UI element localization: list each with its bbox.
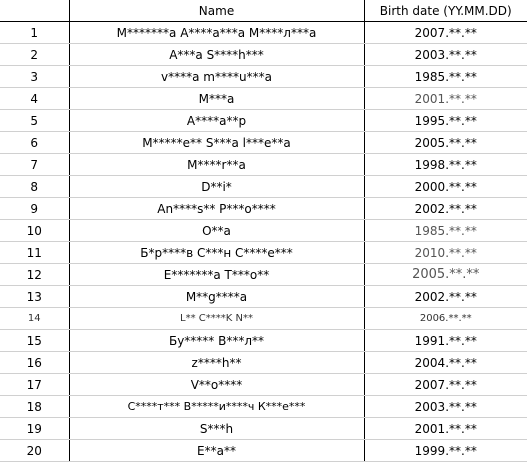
row-number: 6 (0, 132, 69, 154)
row-name: L** C****K N** (69, 308, 364, 330)
table-row (0, 132, 527, 154)
row-name: An****s** P***o**** (69, 198, 364, 220)
header-birth-date: Birth date (YY.MM.DD) (364, 0, 527, 22)
row-number: 17 (0, 374, 69, 396)
table-row (0, 352, 527, 374)
row-birth-date: 2007.**.** (364, 374, 527, 396)
header-name: Name (69, 0, 364, 22)
row-birth-date: 2007.**.** (364, 22, 527, 44)
row-birth-date: 2005.**.** (364, 264, 527, 286)
row-birth-date: 2000.**.** (364, 176, 527, 198)
table-row (0, 374, 527, 396)
table-row (0, 286, 527, 308)
row-name: M*******a A****a***a M****л***a (69, 22, 364, 44)
row-number: 11 (0, 242, 69, 264)
row-number: 10 (0, 220, 69, 242)
table-row (0, 440, 527, 462)
row-birth-date: 1995.**.** (364, 110, 527, 132)
row-birth-date: 2006.**.** (364, 308, 527, 330)
row-name: Бу***** В***л** (69, 330, 364, 352)
row-number: 9 (0, 198, 69, 220)
row-birth-date: 2003.**.** (364, 396, 527, 418)
row-number: 7 (0, 154, 69, 176)
row-birth-date: 2002.**.** (364, 198, 527, 220)
row-birth-date: 2010.**.** (364, 242, 527, 264)
table-row (0, 88, 527, 110)
row-birth-date: 2004.**.** (364, 352, 527, 374)
row-number: 19 (0, 418, 69, 440)
row-number: 5 (0, 110, 69, 132)
row-number: 3 (0, 66, 69, 88)
table-row (0, 242, 527, 264)
row-number: 12 (0, 264, 69, 286)
row-name: M**g****a (69, 286, 364, 308)
row-number: 20 (0, 440, 69, 462)
row-name: z****h** (69, 352, 364, 374)
row-name: v****a m****u***a (69, 66, 364, 88)
table-row (0, 308, 527, 330)
row-name: M****r**a (69, 154, 364, 176)
table-row (0, 66, 527, 88)
table-row (0, 154, 527, 176)
row-name: D**i* (69, 176, 364, 198)
row-number: 2 (0, 44, 69, 66)
row-birth-date: 2001.**.** (364, 88, 527, 110)
row-name: С****т*** В*****и****ч К***е*** (69, 396, 364, 418)
table-row (0, 176, 527, 198)
row-birth-date: 2002.**.** (364, 286, 527, 308)
table-header-row (0, 0, 527, 22)
row-birth-date: 1985.**.** (364, 66, 527, 88)
table-row (0, 110, 527, 132)
table-row (0, 198, 527, 220)
row-birth-date: 1991.**.** (364, 330, 527, 352)
row-birth-date: 2005.**.** (364, 132, 527, 154)
row-name: V**o**** (69, 374, 364, 396)
row-number: 1 (0, 22, 69, 44)
table-row (0, 264, 527, 286)
row-name: M*****e** S***a l***e**a (69, 132, 364, 154)
row-name: A****a**p (69, 110, 364, 132)
table-row (0, 396, 527, 418)
row-birth-date: 2003.**.** (364, 44, 527, 66)
row-birth-date: 2001.**.** (364, 418, 527, 440)
row-number: 8 (0, 176, 69, 198)
row-name: O**a (69, 220, 364, 242)
row-number: 18 (0, 396, 69, 418)
row-birth-date: 1999.**.** (364, 440, 527, 462)
row-number: 4 (0, 88, 69, 110)
table-row (0, 22, 527, 44)
row-name: E*******a T***o** (69, 264, 364, 286)
row-number: 15 (0, 330, 69, 352)
table-row (0, 418, 527, 440)
table-row (0, 330, 527, 352)
row-name: S***h (69, 418, 364, 440)
row-name: Б*р****в С***н С****е*** (69, 242, 364, 264)
row-birth-date: 1998.**.** (364, 154, 527, 176)
header-number (0, 0, 69, 22)
row-birth-date: 1985.**.** (364, 220, 527, 242)
table-row (0, 44, 527, 66)
row-name: M***a (69, 88, 364, 110)
row-number: 13 (0, 286, 69, 308)
row-number: 14 (0, 308, 69, 330)
row-name: E**a** (69, 440, 364, 462)
row-number: 16 (0, 352, 69, 374)
table-row (0, 220, 527, 242)
row-name: A***a S****h*** (69, 44, 364, 66)
